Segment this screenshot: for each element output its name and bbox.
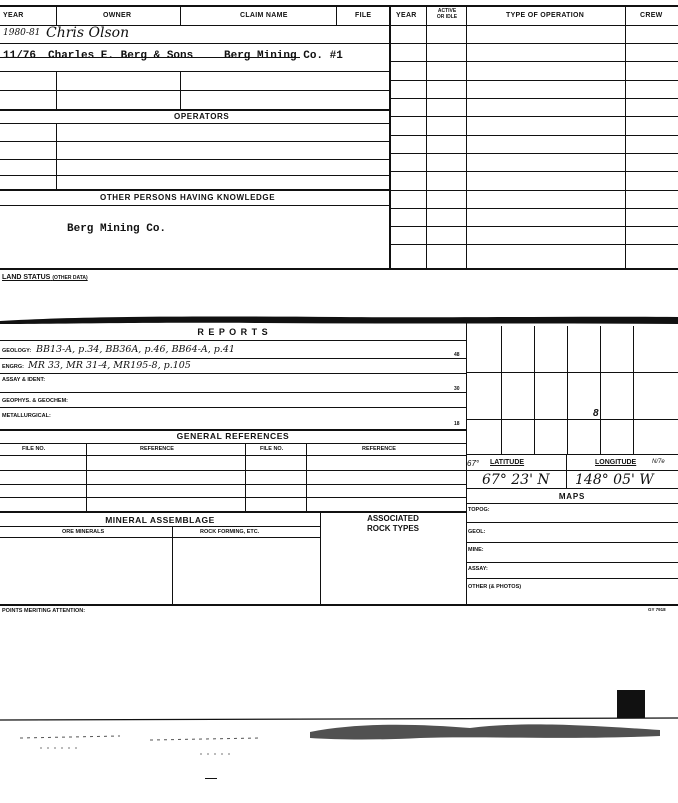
rock-forming-label: ROCK FORMING, ETC. [200, 529, 260, 535]
geol-label: GEOL: [468, 529, 486, 535]
row-line [0, 141, 389, 142]
owner-header: OWNER [103, 12, 132, 19]
row-line [0, 159, 389, 160]
grid-line [466, 562, 678, 563]
grid-line [567, 326, 568, 454]
row-line [0, 43, 389, 44]
row-line [0, 537, 320, 538]
file-no-col-2: FILE NO. [260, 446, 284, 452]
divider [245, 443, 246, 511]
metallurgical-label: METALLURGICAL: [2, 413, 51, 419]
grid-line [466, 419, 678, 420]
general-references-title: GENERAL REFERENCES [176, 431, 290, 441]
file-header: FILE [355, 12, 372, 19]
mineral-assemblage-title: MINERAL ASSEMBLAGE [105, 515, 215, 525]
divider [306, 443, 307, 511]
row-line [0, 175, 389, 176]
row-line [0, 90, 389, 91]
row-line [389, 171, 678, 172]
operators-title: OPERATORS [174, 112, 230, 121]
longitude-label: LONGITUDE [595, 459, 637, 466]
other-photos-label: OTHER (& PHOTOS) [468, 584, 522, 590]
row-line [0, 268, 389, 270]
row-line [0, 189, 389, 191]
land-status-note: (OTHER DATA) [52, 275, 88, 281]
ore-minerals-label: ORE MINERALS [62, 529, 105, 535]
geology-label: GEOLOGY: [2, 348, 32, 354]
grid-line [466, 503, 678, 504]
metallurgical-num: 18 [454, 421, 460, 427]
longitude-note: N/7e [652, 459, 665, 465]
row-line [0, 340, 466, 341]
reference-col-1: REFERENCE [140, 446, 174, 452]
latitude-prefix: 67° [467, 459, 480, 468]
divider [180, 71, 181, 109]
maps-title: MAPS [558, 492, 586, 501]
row-line [389, 268, 678, 270]
row-line [0, 373, 466, 374]
assay-map-label: ASSAY: [468, 566, 488, 572]
grid-line [466, 470, 678, 471]
land-status-label [2, 274, 88, 281]
geology-value: BB13-A, p.34, BB36A, p.46, BB64-A, p.41 [36, 344, 235, 355]
other-persons-entry: Berg Mining Co. [67, 223, 167, 235]
grid-line [466, 488, 678, 489]
other-persons-title: OTHER PERSONS HAVING KNOWLEDGE [100, 193, 276, 202]
reports-title: R E P O R T S [197, 327, 269, 337]
grid-line [466, 372, 678, 373]
land-status-text: LAND STATUS [2, 274, 51, 281]
row-line [389, 98, 678, 99]
active-label: ACTIVE [437, 8, 457, 14]
owner-row-1-year: 1980-81 [3, 28, 41, 38]
top-border [0, 5, 678, 7]
points-label: POINTS MERITING ATTENTION: [2, 608, 86, 614]
latitude-label: LATITUDE [490, 459, 525, 466]
mine-label: MINE: [468, 547, 484, 553]
row-line [0, 497, 466, 498]
or-idle-label: OR IDLE [436, 14, 458, 20]
row-line [0, 109, 389, 111]
row-line [0, 511, 466, 513]
grid-line [501, 326, 502, 454]
grid-line [466, 522, 678, 523]
associated-rock-types [320, 514, 466, 534]
row-line [0, 407, 466, 408]
scan-noise [0, 710, 678, 760]
grid-line [466, 454, 678, 455]
geology-num: 48 [454, 352, 460, 358]
year-header: YEAR [3, 12, 24, 19]
divider [566, 455, 567, 488]
row-line [0, 71, 389, 72]
divider [625, 5, 626, 270]
reference-col-2: REFERENCE [362, 446, 396, 452]
row-line [0, 455, 466, 456]
row-line [389, 226, 678, 227]
row-line [389, 61, 678, 62]
assay-label: ASSAY & IDENT: [2, 377, 46, 383]
assay-num: 30 [454, 386, 460, 392]
bottom-line [0, 604, 678, 606]
divider [180, 5, 181, 25]
row-line [0, 392, 466, 393]
row-line [0, 484, 466, 485]
type-of-operation-header: TYPE OF OPERATION [506, 12, 585, 19]
row-line [0, 205, 389, 206]
divider [466, 5, 467, 270]
grid-line [633, 326, 634, 454]
row-line [0, 123, 389, 124]
geophys-label: GEOPHYS. & GEOCHEM: [2, 398, 69, 404]
form-number: GY 7918 [648, 607, 666, 612]
claim-name-header: CLAIM NAME [240, 12, 288, 19]
row-line [389, 80, 678, 81]
divider [86, 443, 87, 511]
row-line [0, 443, 466, 444]
longitude-value: 148° 05' W [575, 472, 654, 488]
file-no-col-1: FILE NO. [22, 446, 46, 452]
row-line [0, 470, 466, 471]
divider [336, 5, 337, 25]
topog-label: TOPOG: [468, 507, 490, 513]
row-line [389, 43, 678, 44]
active-idle-header [430, 8, 464, 20]
middle-divider [389, 5, 391, 270]
latitude-value: 67° 23' N [482, 472, 550, 488]
year2-header: YEAR [396, 12, 417, 19]
grid-line [534, 326, 535, 454]
owner-row-2-owner: Charles E. Berg & Sons [48, 50, 194, 62]
row-line [389, 135, 678, 136]
row-line [389, 153, 678, 154]
crew-header: CREW [640, 12, 663, 19]
row-line [389, 190, 678, 191]
engrg-value: MR 33, MR 31-4, MR195-8, p.105 [28, 360, 191, 371]
torn-edge [0, 312, 678, 326]
scan-mark [205, 778, 217, 779]
strikethrough-line [0, 57, 300, 58]
row-line [389, 208, 678, 209]
owner-row-2-claim: Berg Mining Co. #1 [224, 50, 343, 62]
grid-line [466, 578, 678, 579]
divider [56, 123, 57, 189]
grid-line [600, 326, 601, 454]
row-line [389, 116, 678, 117]
engrg-label: ENGRG: [2, 364, 24, 370]
grid-line [466, 542, 678, 543]
row-line [389, 244, 678, 245]
row-line [0, 526, 320, 527]
grid-mark: 8 [593, 408, 599, 419]
divider [426, 5, 427, 270]
divider [320, 511, 321, 605]
divider [56, 71, 57, 109]
associated-line-1: ASSOCIATED [367, 514, 419, 523]
associated-line-2: ROCK TYPES [366, 524, 419, 533]
owner-row-1-owner: Chris Olson [46, 25, 130, 41]
divider [56, 5, 57, 25]
owner-row-2-year: 11/76 [3, 50, 37, 62]
row-line [0, 358, 466, 359]
